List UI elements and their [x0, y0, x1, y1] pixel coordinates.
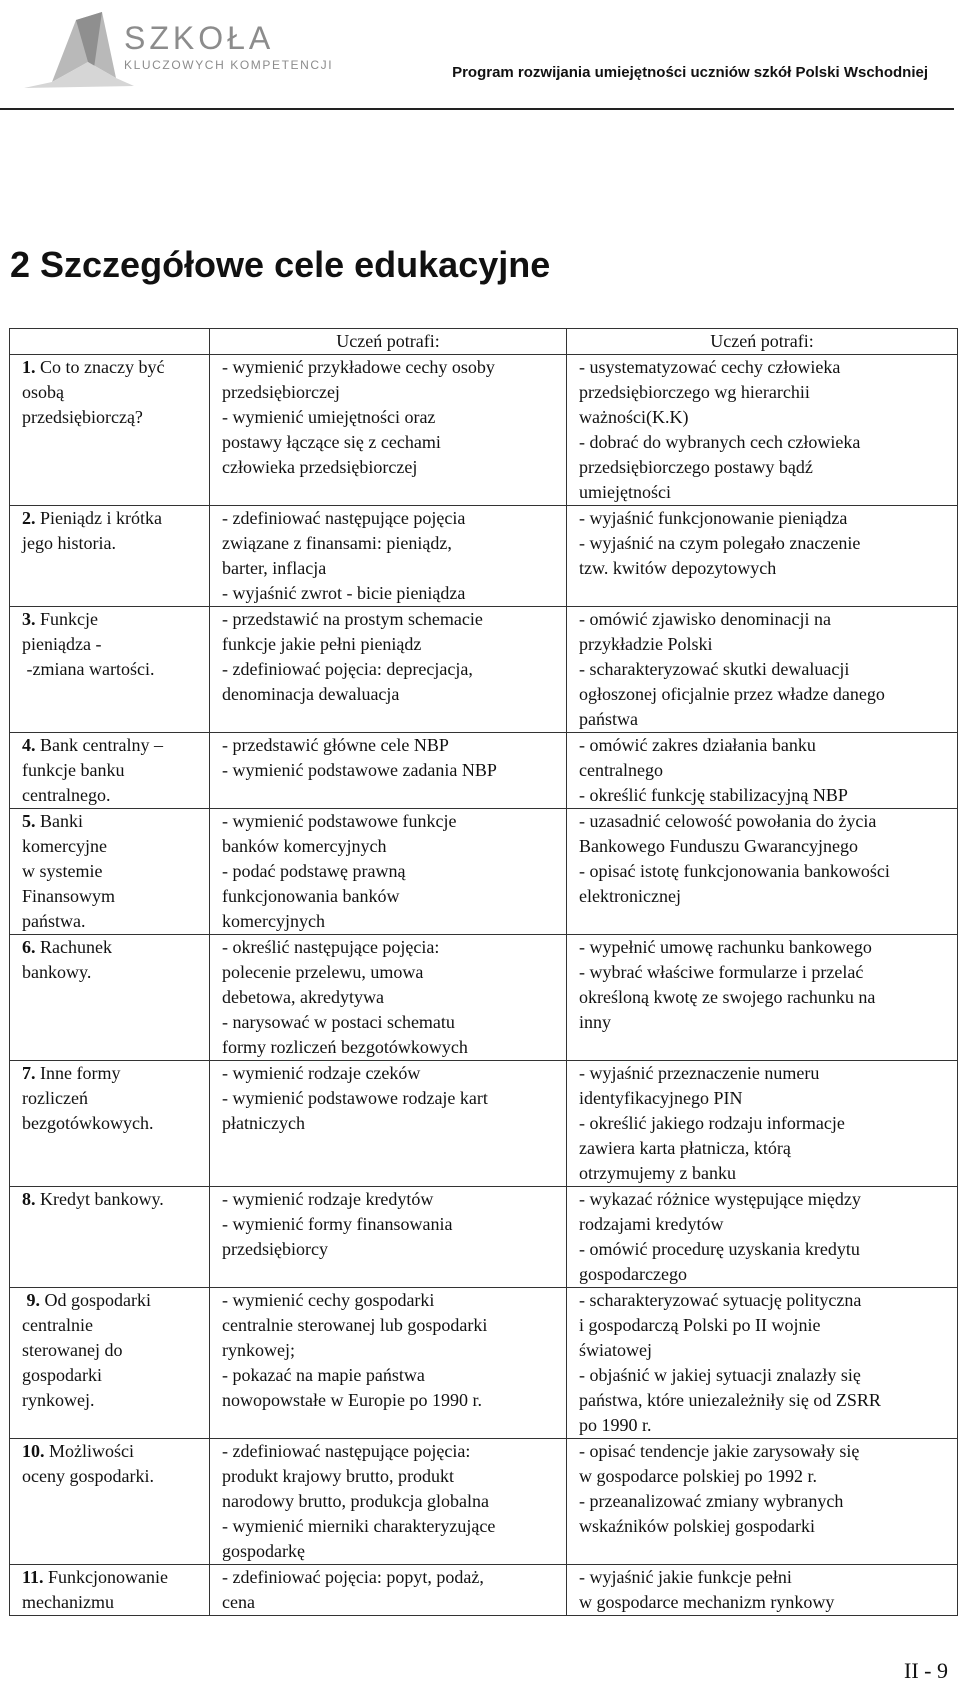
skill-line: inny [579, 1012, 612, 1032]
skill-line: państwa [579, 709, 638, 729]
page-header [0, 0, 960, 112]
topic-first-line [22, 355, 201, 380]
topic-text: Co to znaczy być [40, 357, 165, 377]
topic-cell [10, 809, 210, 935]
topic-text: osobą [22, 382, 64, 402]
table-row [10, 1288, 958, 1439]
topic-text: bankowy. [22, 962, 92, 982]
basic-skills-cell [210, 1187, 567, 1288]
topic-text: centralnie [22, 1315, 93, 1335]
skill-line: funkcje jakie pełni pieniądz [222, 634, 422, 654]
table-row [10, 607, 958, 733]
skill-line: płatniczych [222, 1113, 305, 1133]
topic-text: -zmiana wartości. [22, 659, 155, 679]
topic-first-line [22, 607, 201, 632]
skill-line: centralnego [579, 760, 663, 780]
skill-line: wskaźników polskiej gospodarki [579, 1516, 815, 1536]
skill-line: - omówić procedurę uzyskania kredytu [579, 1239, 860, 1259]
skill-line: - omówić zakres działania banku [579, 735, 816, 755]
topic-cell [10, 1565, 210, 1616]
basic-skills-cell [210, 506, 567, 607]
skill-line: - wybrać właściwe formularze i przelać [579, 962, 864, 982]
skill-line: banków komercyjnych [222, 836, 387, 856]
topic-first-line [22, 1288, 201, 1313]
skill-line: - zdefiniować pojęcia: deprecjacja, [222, 659, 473, 679]
skill-line: - pokazać na mapie państwa [222, 1365, 425, 1385]
table-row [10, 506, 958, 607]
skill-line: i gospodarczą Polski po II wojnie [579, 1315, 821, 1335]
skill-line: - przeanalizować zmiany wybranych [579, 1491, 844, 1511]
skill-line: - wykazać różnice występujące między [579, 1189, 861, 1209]
basic-skills-cell [210, 607, 567, 733]
topic-first-line [22, 1565, 201, 1590]
topic-text: bezgotówkowych. [22, 1113, 154, 1133]
extended-skills-cell [567, 1187, 958, 1288]
skill-line: - zdefiniować następujące pojęcia: [222, 1441, 471, 1461]
topic-text: jego historia. [22, 533, 116, 553]
topic-cell [10, 1061, 210, 1187]
page-number: II - 9 [904, 1658, 948, 1683]
skill-line: - opisać istotę funkcjonowania bankowości [579, 861, 890, 881]
skill-line: - wymienić rodzaje czeków [222, 1063, 421, 1083]
skill-line: przedsiębiorcy [222, 1239, 328, 1259]
skill-line: - wymienić mierniki charakteryzujące [222, 1516, 496, 1536]
topic-text: komercyjne [22, 836, 107, 856]
table-row [10, 1565, 958, 1616]
skill-line: - wyjaśnić zwrot - bicie pieniądza [222, 583, 466, 603]
topic-number: 1. [22, 357, 36, 377]
skill-line: ważności(K.K) [579, 407, 689, 427]
topic-text: gospodarki [22, 1365, 102, 1385]
topic-first-line [22, 1439, 201, 1464]
skill-line: cena [222, 1592, 255, 1612]
topic-number: 4. [22, 735, 36, 755]
skill-line: - zdefiniować następujące pojęcia [222, 508, 466, 528]
extended-skills-cell [567, 733, 958, 809]
skill-line: produkt krajowy brutto, produkt [222, 1466, 454, 1486]
skill-line: przedsiębiorczej [222, 382, 340, 402]
skill-line: określoną kwotę ze swojego rachunku na [579, 987, 876, 1007]
header-topic [10, 329, 210, 355]
topic-text: Rachunek [40, 937, 112, 957]
basic-skills-cell [210, 1439, 567, 1565]
skill-line: gospodarkę [222, 1541, 305, 1561]
skill-line: - wymienić umiejętności oraz [222, 407, 436, 427]
topic-number: 3. [22, 609, 36, 629]
skill-line: w gospodarce mechanizm rynkowy [579, 1592, 835, 1612]
header-divider [0, 108, 954, 110]
skill-line: - wyjaśnić przeznaczenie numeru [579, 1063, 820, 1083]
extended-skills-cell [567, 607, 958, 733]
logo-title: SZKOŁA [124, 20, 275, 56]
skill-line: nowopowstałe w Europie po 1990 r. [222, 1390, 482, 1410]
topic-number: 2. [22, 508, 36, 528]
skill-line: zawiera karta płatnicza, którą [579, 1138, 791, 1158]
skill-line: - wymienić podstawowe funkcje [222, 811, 457, 831]
skill-line: - określić funkcję stabilizacyjną NBP [579, 785, 848, 805]
skill-line: - scharakteryzować sytuację polityczna [579, 1290, 862, 1310]
table-row [10, 355, 958, 506]
table-header-row [10, 329, 958, 355]
basic-skills-cell [210, 935, 567, 1061]
skill-line: formy rozliczeń bezgotówkowych [222, 1037, 468, 1057]
skill-line: po 1990 r. [579, 1415, 652, 1435]
skill-line: rynkowej; [222, 1340, 295, 1360]
header-basic: Uczeń potrafi: [210, 329, 567, 355]
skill-line: - usystematyzować cechy człowieka [579, 357, 841, 377]
skill-line: - określić następujące pojęcia: [222, 937, 440, 957]
skill-line: barter, inflacja [222, 558, 327, 578]
topic-text: Od gospodarki [44, 1290, 151, 1310]
table-row [10, 733, 958, 809]
skill-line: - określić jakiego rodzaju informacje [579, 1113, 845, 1133]
basic-skills-cell [210, 1565, 567, 1616]
topic-first-line [22, 1187, 201, 1212]
topic-text: Finansowym [22, 886, 116, 906]
skill-line: - dobrać do wybranych cech człowieka [579, 432, 861, 452]
topic-text: Możliwości [49, 1441, 134, 1461]
topic-text: rozliczeń [22, 1088, 88, 1108]
skill-line: - narysować w postaci schematu [222, 1012, 455, 1032]
topic-first-line [22, 506, 201, 531]
topic-text: Funkcjonowanie [48, 1567, 168, 1587]
skill-line: - uzasadnić celowość powołania do życia [579, 811, 877, 831]
skill-line: otrzymujemy z banku [579, 1163, 736, 1183]
logo-subtitle: KLUCZOWYCH KOMPETENCJI [124, 58, 334, 72]
extended-skills-cell [567, 355, 958, 506]
skill-line: światowej [579, 1340, 652, 1360]
topic-cell [10, 506, 210, 607]
skill-line: związane z finansami: pieniądz, [222, 533, 452, 553]
skill-line: - wymienić cechy gospodarki [222, 1290, 435, 1310]
topic-cell [10, 1439, 210, 1565]
topic-text: centralnego. [22, 785, 111, 805]
topic-cell [10, 607, 210, 733]
skill-line: - przedstawić główne cele NBP [222, 735, 449, 755]
extended-skills-cell [567, 1565, 958, 1616]
topic-first-line [22, 809, 201, 834]
topic-text: Funkcje [40, 609, 98, 629]
topic-text: pieniądza - [22, 634, 102, 654]
skill-line: - wyjaśnić jakie funkcje pełni [579, 1567, 792, 1587]
skill-line: w gospodarce polskiej po 1992 r. [579, 1466, 817, 1486]
skill-line: - wymienić podstawowe zadania NBP [222, 760, 497, 780]
skill-line: funkcjonowania banków [222, 886, 400, 906]
topic-number: 10. [22, 1441, 45, 1461]
topic-text: rynkowej. [22, 1390, 95, 1410]
skill-line: Bankowego Funduszu Gwarancyjnego [579, 836, 858, 856]
table-row [10, 1187, 958, 1288]
skill-line: - wyjaśnić funkcjonowanie pieniądza [579, 508, 848, 528]
skill-line: - omówić zjawisko denominacji na [579, 609, 831, 629]
topic-text: Kredyt bankowy. [40, 1189, 164, 1209]
basic-skills-cell [210, 1288, 567, 1439]
skill-line: - objaśnić w jakiej sytuacji znalazły się [579, 1365, 861, 1385]
topic-number: 7. [22, 1063, 36, 1083]
topic-text: mechanizmu [22, 1592, 114, 1612]
section-title: 2 Szczegółowe cele edukacyjne [10, 244, 551, 285]
extended-skills-cell [567, 1061, 958, 1187]
topic-text: oceny gospodarki. [22, 1466, 154, 1486]
extended-skills-cell [567, 506, 958, 607]
topic-first-line [22, 733, 201, 758]
topic-text: sterowanej do [22, 1340, 123, 1360]
topic-text: w systemie [22, 861, 103, 881]
table-row [10, 1061, 958, 1187]
skill-line: rodzajami kredytów [579, 1214, 724, 1234]
skill-line: przedsiębiorczego postawy bądź [579, 457, 813, 477]
skill-line: umiejętności [579, 482, 671, 502]
topic-text: Banki [40, 811, 83, 831]
topic-cell [10, 1288, 210, 1439]
basic-skills-cell [210, 1061, 567, 1187]
skill-line: denominacja dewaluacja [222, 684, 400, 704]
topic-cell [10, 935, 210, 1061]
skill-line: - wypełnić umowę rachunku bankowego [579, 937, 872, 957]
topic-text: przedsiębiorczą? [22, 407, 143, 427]
topic-cell [10, 733, 210, 809]
basic-skills-cell [210, 809, 567, 935]
skill-line: komercyjnych [222, 911, 325, 931]
skill-line: tzw. kwitów depozytowych [579, 558, 777, 578]
skill-line: - wymienić przykładowe cechy osoby [222, 357, 495, 377]
extended-skills-cell [567, 809, 958, 935]
extended-skills-cell [567, 935, 958, 1061]
skill-line: przykładzie Polski [579, 634, 713, 654]
skill-line: elektronicznej [579, 886, 681, 906]
topic-first-line [22, 1061, 201, 1086]
skill-line: postawy łączące się z cechami [222, 432, 441, 452]
topic-text: Pieniądz i krótka [40, 508, 162, 528]
topic-text: Inne formy [40, 1063, 121, 1083]
skill-line: - wyjaśnić na czym polegało znaczenie [579, 533, 861, 553]
table-row [10, 1439, 958, 1565]
skill-line: gospodarczego [579, 1264, 687, 1284]
extended-skills-cell [567, 1288, 958, 1439]
goals-table [9, 328, 958, 1616]
topic-cell [10, 355, 210, 506]
topic-text: państwa. [22, 911, 86, 931]
skill-line: - wymienić podstawowe rodzaje kart [222, 1088, 488, 1108]
skill-line: człowieka przedsiębiorczej [222, 457, 418, 477]
skill-line: państwa, które uniezależniły się od ZSRR [579, 1390, 881, 1410]
skill-line: - wymienić formy finansowania [222, 1214, 453, 1234]
skill-line: narodowy brutto, produkcja globalna [222, 1491, 489, 1511]
skill-line: debetowa, akredytywa [222, 987, 384, 1007]
header-extended: Uczeń potrafi: [567, 329, 958, 355]
skill-line: - przedstawić na prostym schemacie [222, 609, 483, 629]
skill-line: - wymienić rodzaje kredytów [222, 1189, 434, 1209]
topic-number: 9. [22, 1290, 40, 1310]
topic-text: Bank centralny – [40, 735, 163, 755]
topic-first-line [22, 935, 201, 960]
skill-line: centralnie sterowanej lub gospodarki [222, 1315, 488, 1335]
basic-skills-cell [210, 733, 567, 809]
skill-line: polecenie przelewu, umowa [222, 962, 424, 982]
skill-line: ogłoszonej oficjalnie przez władze danego [579, 684, 885, 704]
topic-text: funkcje banku [22, 760, 125, 780]
skill-line: identyfikacyjnego PIN [579, 1088, 743, 1108]
skill-line: - scharakteryzować skutki dewaluacji [579, 659, 850, 679]
topic-number: 6. [22, 937, 36, 957]
skill-line: przedsiębiorczego wg hierarchii [579, 382, 810, 402]
basic-skills-cell [210, 355, 567, 506]
skill-line: - zdefiniować pojęcia: popyt, podaż, [222, 1567, 484, 1587]
extended-skills-cell [567, 1439, 958, 1565]
program-title: Program rozwijania umiejętności uczniów szkół Polski Wschodniej [452, 64, 928, 81]
topic-number: 5. [22, 811, 36, 831]
topic-number: 8. [22, 1189, 36, 1209]
topic-cell [10, 1187, 210, 1288]
skill-line: - opisać tendencje jakie zarysowały się [579, 1441, 860, 1461]
topic-number: 11. [22, 1567, 44, 1587]
skill-line: - podać podstawę prawną [222, 861, 406, 881]
table-row [10, 935, 958, 1061]
table-row [10, 809, 958, 935]
